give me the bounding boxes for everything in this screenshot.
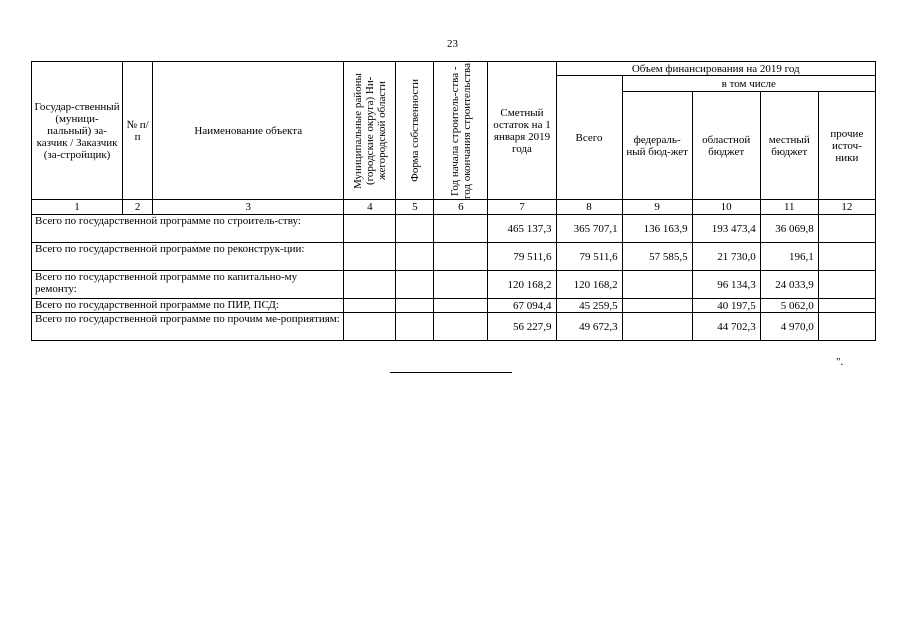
header-estimated-balance: Сметный остаток на 1 января 2019 года <box>488 62 556 200</box>
column-number: 7 <box>488 200 556 215</box>
column-number-row <box>32 200 876 215</box>
empty-cell <box>434 299 488 313</box>
column-number: 1 <box>32 200 123 215</box>
header-num: № п/п <box>123 62 153 200</box>
cell-estimated-balance: 56 227,9 <box>488 313 556 341</box>
cell-regional: 40 197,5 <box>692 299 760 313</box>
cell-other <box>818 313 875 341</box>
cell-other <box>818 243 875 271</box>
cell-local: 196,1 <box>760 243 818 271</box>
empty-cell <box>344 299 396 313</box>
empty-cell <box>396 215 434 243</box>
table-row <box>32 215 876 243</box>
cell-other <box>818 271 875 299</box>
cell-regional: 193 473,4 <box>692 215 760 243</box>
empty-cell <box>396 271 434 299</box>
cell-local: 36 069,8 <box>760 215 818 243</box>
column-number: 12 <box>818 200 875 215</box>
cell-regional: 96 134,3 <box>692 271 760 299</box>
header-ownership <box>396 62 434 200</box>
header-ownership-text: Форма собственности <box>408 79 421 182</box>
cell-federal <box>622 271 692 299</box>
header-years <box>434 62 488 200</box>
column-number: 10 <box>692 200 760 215</box>
cell-local: 24 033,9 <box>760 271 818 299</box>
empty-cell <box>396 299 434 313</box>
header-municipal-districts-text: Муниципальные районы (городские округа) Ни-жегородской области <box>351 72 388 189</box>
cell-other <box>818 215 875 243</box>
table-row <box>32 299 876 313</box>
financing-table <box>31 61 876 341</box>
row-name: Всего по государственной программе по ПИР, ПСД: <box>32 299 344 313</box>
empty-cell <box>344 243 396 271</box>
cell-local: 5 062,0 <box>760 299 818 313</box>
header-other: прочие источ-ники <box>818 92 875 200</box>
empty-cell <box>434 271 488 299</box>
footer-divider <box>390 372 512 373</box>
column-number: 6 <box>434 200 488 215</box>
table-row <box>32 313 876 341</box>
empty-cell <box>434 313 488 341</box>
column-number: 2 <box>123 200 153 215</box>
page-number: 23 <box>447 38 458 50</box>
empty-cell <box>434 215 488 243</box>
header-customer: Государ-ственный (муници-пальный) за-казчик / Заказчик (за-стройщик) <box>32 62 123 200</box>
cell-federal <box>622 313 692 341</box>
header-financing-title: Объем финансирования на 2019 год <box>556 62 875 76</box>
column-number: 9 <box>622 200 692 215</box>
row-name: Всего по государственной программе по реконструк-ции: <box>32 243 344 271</box>
cell-regional: 21 730,0 <box>692 243 760 271</box>
row-name: Всего по государственной программе по капитально-му ремонту: <box>32 271 344 299</box>
cell-federal: 136 163,9 <box>622 215 692 243</box>
cell-estimated-balance: 79 511,6 <box>488 243 556 271</box>
cell-local: 4 970,0 <box>760 313 818 341</box>
header-object-name: Наименование объекта <box>153 62 344 200</box>
header-federal: федераль-ный бюд-жет <box>622 92 692 200</box>
row-name: Всего по государственной программе по строитель-ству: <box>32 215 344 243</box>
cell-total: 49 672,3 <box>556 313 622 341</box>
header-municipal-districts <box>344 62 396 200</box>
cell-total: 365 707,1 <box>556 215 622 243</box>
cell-federal <box>622 299 692 313</box>
empty-cell <box>434 243 488 271</box>
table-row <box>32 243 876 271</box>
column-number: 4 <box>344 200 396 215</box>
row-name: Всего по государственной программе по прочим ме-роприятиям: <box>32 313 344 341</box>
empty-cell <box>396 243 434 271</box>
header-regional: областной бюджет <box>692 92 760 200</box>
cell-estimated-balance: 120 168,2 <box>488 271 556 299</box>
column-number: 5 <box>396 200 434 215</box>
cell-estimated-balance: 67 094,4 <box>488 299 556 313</box>
cell-total: 45 259,5 <box>556 299 622 313</box>
cell-federal: 57 585,5 <box>622 243 692 271</box>
empty-cell <box>344 313 396 341</box>
empty-cell <box>344 215 396 243</box>
header-total: Всего <box>556 76 622 200</box>
cell-other <box>818 299 875 313</box>
cell-total: 120 168,2 <box>556 271 622 299</box>
cell-total: 79 511,6 <box>556 243 622 271</box>
empty-cell <box>396 313 434 341</box>
column-number: 3 <box>153 200 344 215</box>
header-local: местный бюджет <box>760 92 818 200</box>
cell-estimated-balance: 465 137,3 <box>488 215 556 243</box>
cell-regional: 44 702,3 <box>692 313 760 341</box>
closing-quote: ". <box>836 356 844 368</box>
table-row <box>32 271 876 299</box>
empty-cell <box>344 271 396 299</box>
header-years-text: Год начала строитель-ства - год окончания строительства <box>448 62 473 199</box>
header-including: в том числе <box>622 76 875 92</box>
column-number: 11 <box>760 200 818 215</box>
column-number: 8 <box>556 200 622 215</box>
